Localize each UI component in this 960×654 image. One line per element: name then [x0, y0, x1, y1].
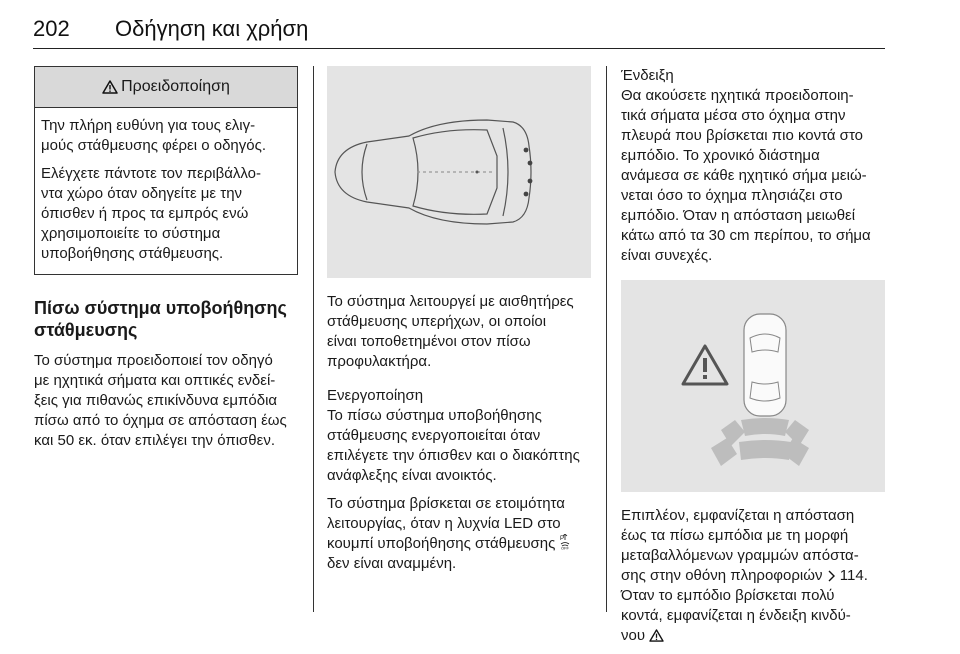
warning-triangle-icon [102, 80, 118, 94]
parking-display-drawing [621, 280, 885, 492]
page-number: 202 [33, 16, 70, 41]
text-line: Το σύστημα βρίσκεται σε ετοιμότητα [327, 495, 565, 512]
text-line: είναι συνεχές. [621, 247, 713, 264]
text-line: κοντά, εμφανίζεται η ένδειξη κινδύ- [621, 607, 851, 624]
text-line: στάθμευσης [34, 320, 138, 340]
text-line: σης στην οθόνη πληροφοριών [621, 567, 823, 584]
text-line: κουμπί υποβοήθησης στάθμευσης [327, 535, 556, 552]
body-paragraph [327, 494, 591, 574]
column-3 [621, 66, 885, 654]
text-line: κάτω από τα 30 cm περίπου, το σήμα [621, 227, 871, 244]
text-line: Ελέγχετε πάντοτε τον περιβάλλο- [41, 165, 261, 182]
warning-header [35, 67, 297, 108]
text-line: Θα ακούσετε ηχητικά προειδοποιη- [621, 87, 854, 104]
text-line: νου [621, 627, 646, 644]
text-line: δεν είναι αναμμένη. [327, 555, 457, 572]
body-paragraph [327, 292, 591, 372]
page-reference-arrow-icon [827, 570, 836, 582]
text-line: ξεις για πιθανώς επικίνδυνα εμπόδια [34, 392, 278, 409]
svg-text:OFF: OFF [560, 545, 569, 550]
park-assist-button-icon [560, 534, 571, 550]
warning-paragraph [41, 116, 291, 156]
text-line: με ηχητικά σήματα και οπτικές ενδεί- [34, 372, 276, 389]
text-line: Το πίσω σύστημα υποβοήθησης [327, 407, 542, 424]
text-line: πλευρά που βρίσκεται πιο κοντά στο [621, 127, 863, 144]
text-line: στάθμευσης υπερήχων, οι οποίοι [327, 313, 547, 330]
text-line: επιλέγετε την όπισθεν και ο διακόπτης [327, 447, 580, 464]
text-line: ντα χώρο όταν οδηγείτε με την [41, 185, 243, 202]
car-top-view [744, 314, 786, 416]
page-header [33, 14, 885, 49]
page-reference-link[interactable]: 114. [839, 567, 868, 584]
text-line: Πίσω σύστημα υποβοήθησης [34, 298, 287, 318]
text-line: μούς στάθμευσης φέρει ο οδηγός. [41, 137, 267, 154]
warning-box [34, 66, 298, 275]
section-heading [34, 297, 298, 341]
text-line: εμπόδιο. Όταν η απόσταση μειωθεί [621, 207, 856, 224]
body-paragraph [34, 351, 298, 451]
text-line: εμπόδιο. Το χρονικό διάστημα [621, 147, 820, 164]
column-divider [313, 66, 314, 612]
car-sensors-drawing [327, 66, 591, 278]
text-line: στάθμευσης ενεργοποιείται όταν [327, 427, 541, 444]
text-line: Επιπλέον, εμφανίζεται η απόσταση [621, 507, 855, 524]
text-line: νεται όσο το όχημα πλησιάζει στο [621, 187, 843, 204]
text-line: χρησιμοποιείτε το σύστημα [41, 225, 221, 242]
body-paragraph [621, 506, 885, 646]
text-line: Όταν το εμπόδιο βρίσκεται πολύ [621, 587, 835, 604]
text-line: τικά σήματα μέσα στο όχημα στην [621, 107, 846, 124]
text-line: είναι τοποθετημένοι στον πίσω [327, 333, 531, 350]
rear-sensors-illustration [327, 66, 591, 278]
warning-paragraph [41, 164, 291, 264]
text-line: προφυλακτήρα. [327, 353, 432, 370]
text-line: και 50 εκ. όταν επιλέγει την όπισθεν. [34, 432, 275, 449]
subsection-label: Ένδειξη [621, 67, 674, 84]
text-line: ανάμεσα σε κάθε ηχητικό σήμα μειώ- [621, 167, 867, 184]
text-line: Την πλήρη ευθύνη για τους ελιγ- [41, 117, 256, 134]
text-line: Το σύστημα λειτουργεί με αισθητήρες [327, 293, 574, 310]
warning-triangle-icon [649, 629, 664, 642]
display-illustration [621, 280, 885, 492]
body-paragraph [327, 406, 591, 486]
warning-title: Προειδοποίηση [121, 78, 230, 95]
subsection-label: Ενεργοποίηση [327, 387, 424, 404]
svg-text:P: P [559, 536, 564, 542]
text-line: όπισθεν ή προς τα εμπρός ενώ [41, 205, 249, 222]
text-line: πίσω από το όχημα σε απόσταση έως [34, 412, 287, 429]
text-line: ανάφλεξης είναι ανοικτός. [327, 467, 497, 484]
page-title: Οδήγηση και χρήση [115, 16, 309, 41]
text-line: Το σύστημα προειδοποιεί τον οδηγό [34, 352, 273, 369]
column-2 [327, 66, 591, 582]
text-line: μεταβαλλόμενων γραμμών απόστα- [621, 547, 859, 564]
body-paragraph [621, 86, 885, 266]
column-1 [34, 66, 298, 459]
text-line: λειτουργίας, όταν η λυχνία LED στο [327, 515, 561, 532]
text-line: υποβοήθησης στάθμευσης. [41, 245, 224, 262]
warning-body [35, 108, 297, 274]
text-line: έως τα πίσω εμπόδια με τη μορφή [621, 527, 849, 544]
column-divider [606, 66, 607, 612]
